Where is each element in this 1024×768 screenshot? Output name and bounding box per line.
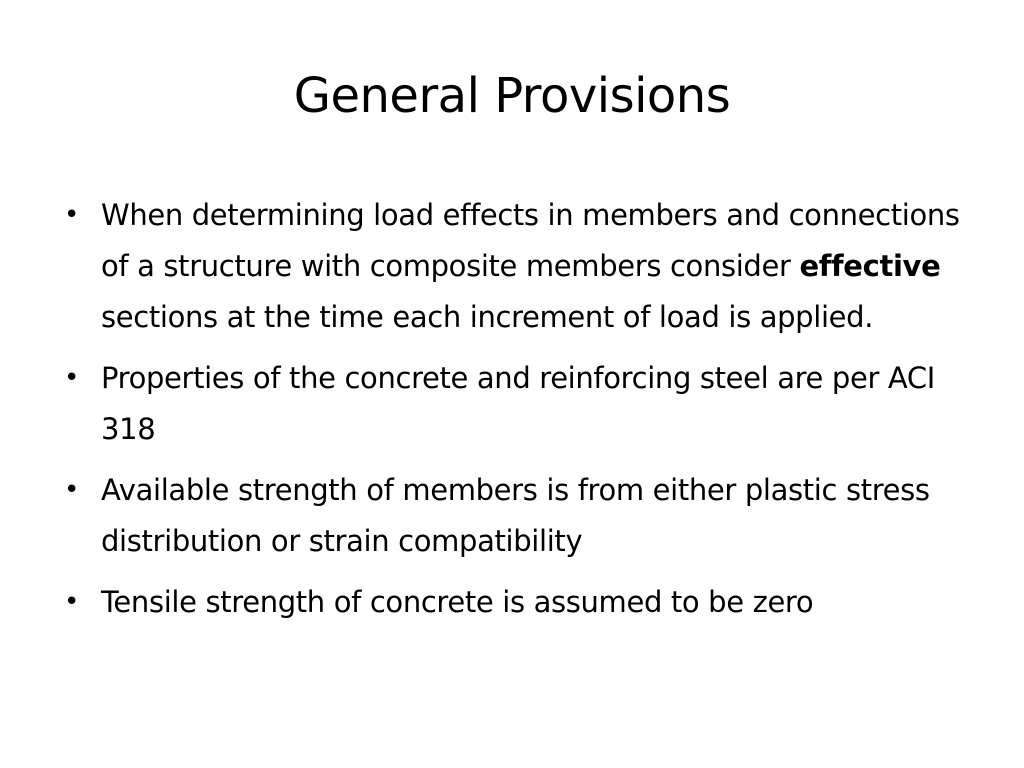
slide-title: General Provisions [293,68,731,124]
bullet-text: Properties of the concrete and reinforcing steel are per ACI 318 [101,361,935,446]
bullet-icon: • [64,363,79,393]
bullet-item-tensile-strength [56,577,976,628]
bullet-emphasis-text: effective [799,249,941,283]
bullet-item-load-effects [56,190,976,343]
bullet-list [56,190,976,638]
bullet-item-properties [56,353,976,455]
bullet-text: Available strength of members is from either plastic stress distribution or strain compatibility [101,473,930,558]
bullet-text-part: When determining load effects in members and connections of a structure with composite members consider [101,198,960,283]
bullet-text: Tensile strength of concrete is assumed to be zero [101,585,814,619]
bullet-icon: • [64,587,79,617]
bullet-icon: • [64,475,79,505]
bullet-text-part: sections at the time each increment of load is applied. [101,300,874,334]
bullet-icon: • [64,200,79,230]
bullet-item-available-strength [56,465,976,567]
